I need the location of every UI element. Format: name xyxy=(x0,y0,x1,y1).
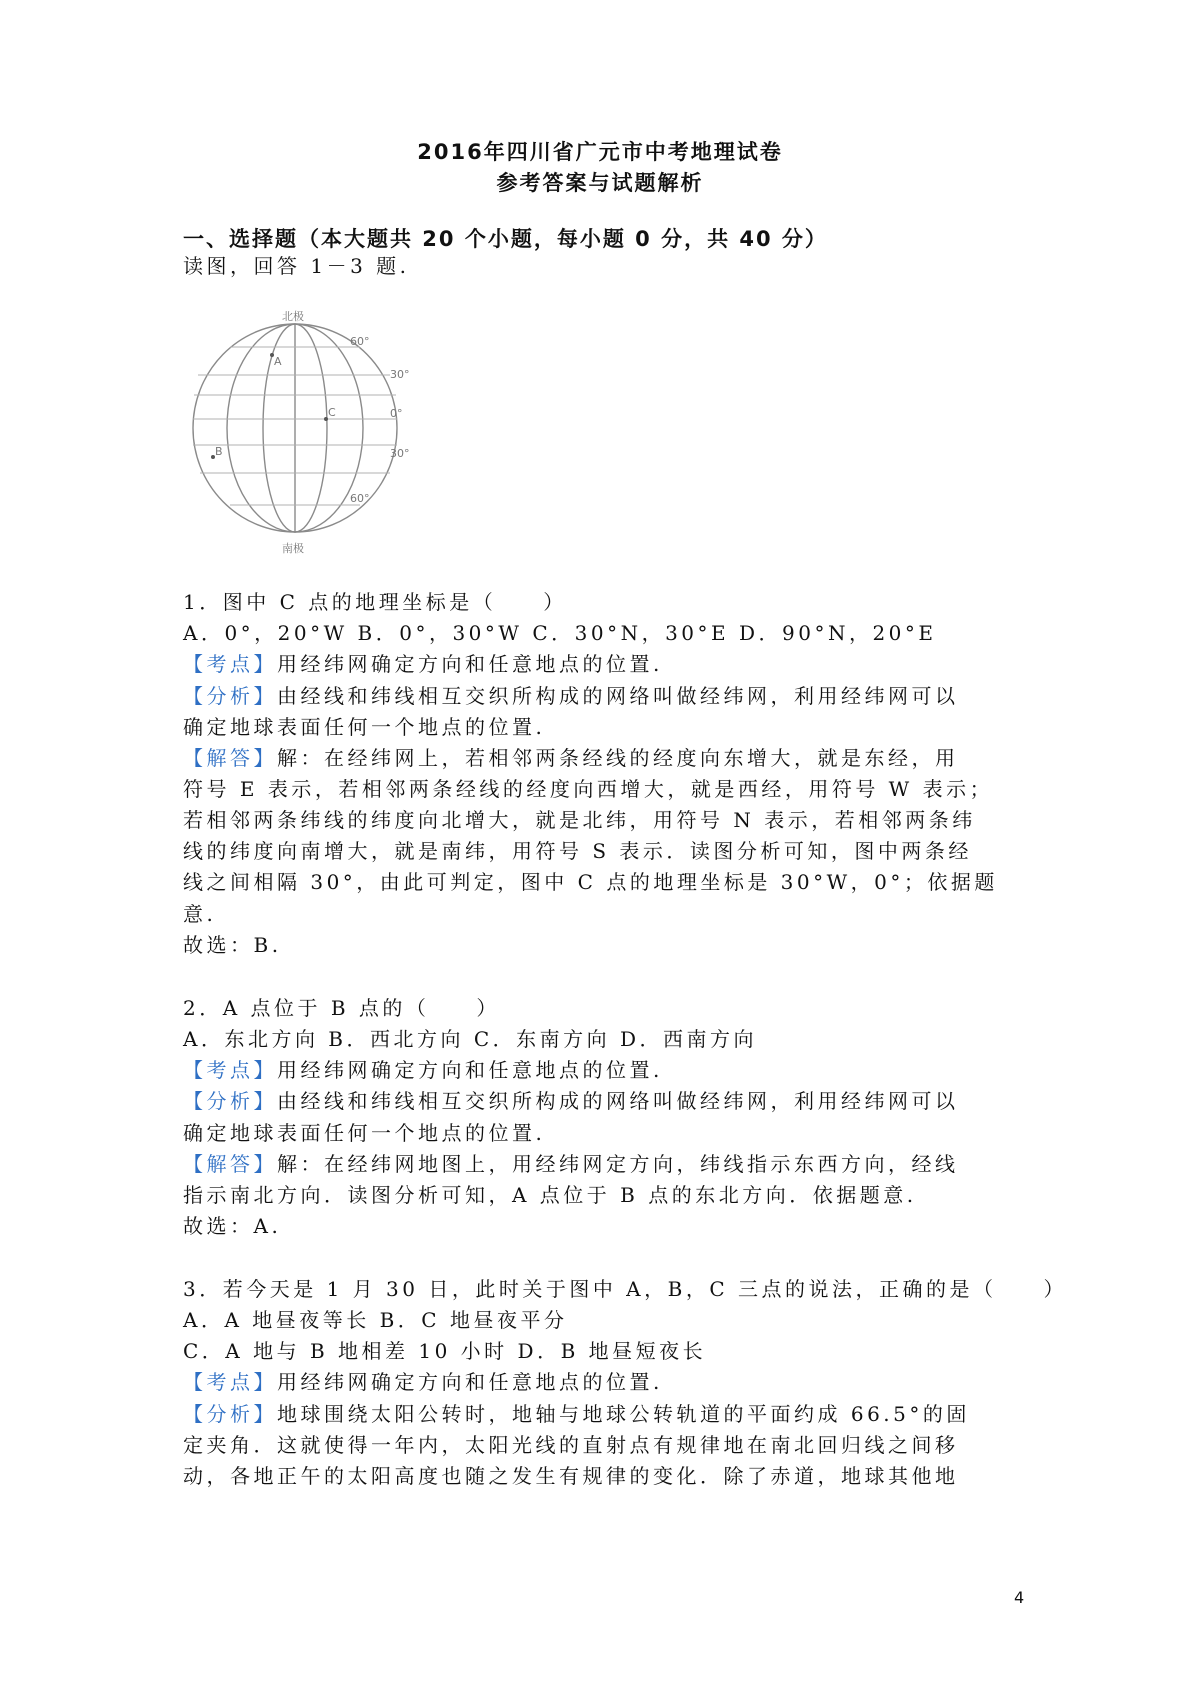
q1-jieda-text-5: 线之间相隔 30°，由此可判定，图中 C 点的地理坐标是 30°W，0°；依据题 xyxy=(183,870,998,894)
q2-stem: 2．A 点位于 B 点的（ ） xyxy=(183,996,500,1020)
page-title: 2016年四川省广元市中考地理试卷 xyxy=(417,140,783,164)
q1-kaodian-line xyxy=(183,652,1023,676)
q1-jieda-text: 解：在经纬网上，若相邻两条经线的经度向东增大，就是东经，用 xyxy=(277,746,959,770)
q3-options-2: C．A 地与 B 地相差 10 小时 D．B 地昼短夜长 xyxy=(183,1339,707,1363)
q1-jieda-text-4: 线的纬度向南增大，就是南纬，用符号 S 表示．读图分析可知，图中两条经 xyxy=(183,839,972,863)
q1-options: A．0°，20°W B．0°，30°W C．30°N，30°E D．90°N，20°E xyxy=(183,621,937,645)
q3-kaodian-text: 用经纬网确定方向和任意地点的位置. xyxy=(277,1370,663,1394)
q2-fenxi-line xyxy=(183,1089,1023,1113)
jieda-tag: 【解答】 xyxy=(183,746,277,770)
page-subtitle: 参考答案与试题解析 xyxy=(496,171,704,195)
q1-fenxi-text-2: 确定地球表面任何一个地点的位置. xyxy=(183,715,546,739)
graticule-figure xyxy=(190,305,455,555)
q1-jieda-line xyxy=(183,746,1023,770)
lat-label-60s: 60° xyxy=(350,492,370,505)
q2-answer: 故选：A. xyxy=(183,1214,282,1238)
kaodian-tag: 【考点】 xyxy=(183,652,277,676)
fenxi-tag: 【分析】 xyxy=(183,684,277,708)
q1-jieda-text-2: 符号 E 表示，若相邻两条经线的经度向西增大，就是西经，用符号 W 表示； xyxy=(183,777,994,801)
north-pole-label: 北极 xyxy=(282,310,304,323)
q3-fenxi-line xyxy=(183,1402,1023,1426)
q1-fenxi-line xyxy=(183,684,1023,708)
q1-kaodian-text: 用经纬网确定方向和任意地点的位置. xyxy=(277,652,663,676)
q1-fenxi-text: 由经线和纬线相互交织所构成的网络叫做经纬网，利用经纬网可以 xyxy=(277,684,959,708)
fenxi-tag: 【分析】 xyxy=(183,1402,277,1426)
page-number: 4 xyxy=(1014,1588,1025,1607)
point-c-label: C xyxy=(328,406,336,419)
section-intro: 读图，回答 1－3 题. xyxy=(183,254,410,278)
q2-fenxi-text-2: 确定地球表面任何一个地点的位置. xyxy=(183,1121,546,1145)
q2-fenxi-text: 由经线和纬线相互交织所构成的网络叫做经纬网，利用经纬网可以 xyxy=(277,1089,959,1113)
q3-kaodian-line xyxy=(183,1370,1023,1394)
lat-label-30n: 30° xyxy=(390,368,410,381)
lat-label-60n: 60° xyxy=(350,335,370,348)
south-pole-label: 南极 xyxy=(282,542,304,555)
q1-answer: 故选：B. xyxy=(183,933,282,957)
q3-options: A．A 地昼夜等长 B．C 地昼夜平分 xyxy=(183,1308,568,1332)
q2-kaodian-line xyxy=(183,1058,1023,1082)
q1-jieda-text-3: 若相邻两条纬线的纬度向北增大，就是北纬，用符号 N 表示，若相邻两条纬 xyxy=(183,808,976,832)
kaodian-tag: 【考点】 xyxy=(183,1370,277,1394)
q3-fenxi-text-2: 定夹角．这就使得一年内，太阳光线的直射点有规律地在南北回归线之间移 xyxy=(183,1433,959,1457)
q2-options: A．东北方向 B．西北方向 C．东南方向 D．西南方向 xyxy=(183,1027,758,1051)
q3-fenxi-text: 地球围绕太阳公转时，地轴与地球公转轨道的平面约成 66.5°的固 xyxy=(277,1402,970,1426)
lat-label-0: 0° xyxy=(390,407,403,420)
point-a-label: A xyxy=(274,355,282,368)
q2-jieda-text-2: 指示南北方向．读图分析可知，A 点位于 B 点的东北方向．依据题意. xyxy=(183,1183,917,1207)
q3-fenxi-text-3: 动，各地正午的太阳高度也随之发生有规律的变化．除了赤道，地球其他地 xyxy=(183,1464,959,1488)
section-heading: 一、选择题（本大题共 20 个小题，每小题 0 分，共 40 分） xyxy=(183,227,828,251)
point-b-label: B xyxy=(215,445,223,458)
q2-kaodian-text: 用经纬网确定方向和任意地点的位置. xyxy=(277,1058,663,1082)
jieda-tag: 【解答】 xyxy=(183,1152,277,1176)
kaodian-tag: 【考点】 xyxy=(183,1058,277,1082)
q2-jieda-line xyxy=(183,1152,1023,1176)
q1-stem: 1．图中 C 点的地理坐标是（ ） xyxy=(183,590,567,614)
q3-stem: 3．若今天是 1 月 30 日，此时关于图中 A，B，C 三点的说法，正确的是（ ） xyxy=(183,1277,1067,1301)
q1-jieda-text-6: 意. xyxy=(183,902,217,926)
fenxi-tag: 【分析】 xyxy=(183,1089,277,1113)
q2-jieda-text: 解：在经纬网地图上，用经纬网定方向，纬线指示东西方向，经线 xyxy=(277,1152,959,1176)
lat-label-30s: 30° xyxy=(390,447,410,460)
